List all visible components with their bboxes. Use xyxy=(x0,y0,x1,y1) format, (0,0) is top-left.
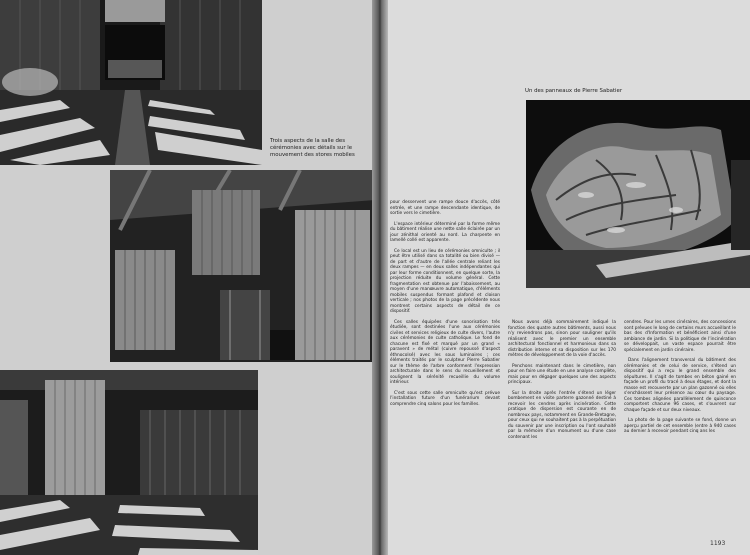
article-column-1 xyxy=(390,200,500,412)
article-column-3 xyxy=(624,320,736,440)
column-1-paragraph: Ces salles équipées d'une sonorisation très étudiée, sont destinées l'une aux cérémonies civiles et services religieux de culte divers, l'autre aux cérémonies de culte catholique. Le fond de chacune est fixé et marqué par un grand « paravent » de métal (cuivre repoussé d'aspect éthnocolsé) avec les sous luminaires ; ces éléments traités par le sculpteur Pierre Sabatier sur le thème de l'arbre conforment l'expression architecturale dans le sens du recueillement et soulignent la sérénité recueillie du volume intérieur. xyxy=(390,319,500,385)
column-1-paragraph: pour desservent une rampe douce d'accès, côté entrée, et une rampe descendante identique, de sortie vers le cimetière. xyxy=(390,200,500,216)
column-1-paragraph: L'espace intérieur déterminé par la forme même du bâtiment réalise une nette salle éclairée par un jour zénithal orienté au nord. La charpente en lamellé collé est apparente. xyxy=(390,221,500,243)
ceremony-hall-photo-1 xyxy=(0,0,262,165)
right-page xyxy=(380,0,750,555)
column-3-paragraph: La photo de la page suivante se fond, donne un aperçu partiel de cet ensemble (entre à 940 cases au dernier à recevoir pendant cinq ans les xyxy=(624,418,736,434)
page-number: 1193 xyxy=(710,540,726,547)
article-column-2 xyxy=(508,320,616,445)
ceremony-hall-image-1 xyxy=(0,0,262,165)
sabatier-panel-image xyxy=(526,100,750,288)
column-1-paragraph: Ce local est un lieu de cérémonies omniculte ; il peut être utilisé dans sa totalité ou bien divisé — de part et d'autre de l'allée centrale reliant les deux rampes — en deux salles indépendantes qui par leur forme conditionnent, en quelque sorte, la projection réduite du volume général. Cette fragmentation est obtenue par l'abaissement, au moyen d'une manœuvre automatique, d'éléments mobiles suspendus formant plafond et cloison verticale ; nos photos de la page précédente nous montrent certains aspects de détail de ce dispositif. xyxy=(390,248,500,314)
ceremony-hall-image-3 xyxy=(0,370,258,555)
ceremony-hall-image-2 xyxy=(110,170,375,362)
column-1-paragraph: C'est sous cette salle omniculte qu'est prévue l'installation future d'un funérarium devant comprendre cinq salons pour les familles. xyxy=(390,390,500,407)
column-3-paragraph: cendres. Pour les urnes cinéraires, des concessions sont prévues le long de certains murs accueillant le bas des d'Information et bénéficient ainsi d'une ambiance de jardin. Si la politique de l'incinération se développait, un vaste espace pourrait être spécialement en jardin cinéraire. xyxy=(624,320,736,353)
right-caption: Un des panneaux de Pierre Sabatier xyxy=(525,88,623,94)
book-gutter xyxy=(372,0,388,555)
sabatier-panel-photo xyxy=(526,100,750,288)
left-caption: Trois aspects de la salle des cérémonies avec détails sur le mouvement des stores mobiles xyxy=(270,138,355,158)
ceremony-hall-photo-3 xyxy=(0,370,258,555)
column-2-paragraph: Penchons maintenant dans le cimetière, non pour en faire une étude en une analyse complète, mais pour en dégager quelques une des aspects principaux. xyxy=(508,363,616,385)
ceremony-hall-photo-2 xyxy=(110,170,375,362)
column-2-paragraph: Sur la droite après l'entrée s'étend un léger bombement en visite parterre gazonné destiné à recevoir les cendres après incinération. Cette pratique de dispersion est courante en de nombreux pays, notamment en Grande-Bretagne, pour ceux qui ne souhaitent pas à la perpétuation du souvenir par une inscription ou l'ont souhaité par la mémoire d'un monument ou d'une case contenant les xyxy=(508,390,616,440)
column-3-paragraph: Dans l'alignement transversal du bâtiment des cérémonies et de celui de service, s'étend un dispositif qui a reçu le grand ensemble des sépultures. Il s'agit de tombes en béton gainé en façade un profil du tracé à deux étages, et dont la masse est recouverte par un plan gazonné où elles s'enchâssent leur présence au cœur du paysage. Ces tombes alignées parallèlement de quinconce comportent chacune 96 cases, et s'ouvrent sur chaque façade et sur deux niveaux. xyxy=(624,358,736,413)
column-2-paragraph: Nous avons déjà sommairement indiqué la fonction des quatre autres bâtiments, aussi nous n'y reviendrons pas, sinon pour souligner qu'ils réalisent avec le premier un ensemble architectural fonctionnel et harmonieux dans sa distribution interne et sa disposition sur les 170 mètres de développement de la voie d'accès. xyxy=(508,320,616,358)
